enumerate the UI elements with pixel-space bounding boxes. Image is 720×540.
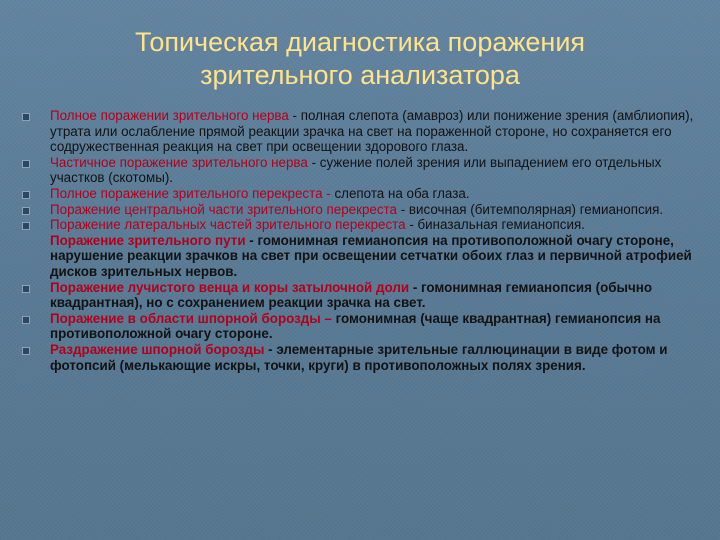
list-item bbox=[20, 342, 700, 373]
item-highlight: Частичное поражение зрительного нерва bbox=[50, 154, 308, 170]
item-highlight: Поражение лучистого венца и коры затылочной доли bbox=[50, 279, 410, 295]
square-bullet-icon bbox=[22, 160, 30, 168]
list-item bbox=[20, 280, 700, 311]
list-item bbox=[20, 186, 700, 202]
item-highlight: Полное поражении зрительного нерва bbox=[50, 108, 289, 123]
list-item bbox=[20, 233, 700, 280]
slide-title bbox=[60, 26, 660, 92]
item-text: - височная (битемполярная) гемианопсия. bbox=[397, 201, 664, 217]
title-line-2: зрительного анализатора bbox=[200, 60, 520, 90]
list-item bbox=[20, 217, 700, 233]
item-text: слепота на оба глаза. bbox=[330, 185, 470, 201]
bullet-list bbox=[20, 108, 700, 373]
item-text: - полная слепота (амавроз) или понижение зрения (амблиопия), утрата или ослабление прямой реакции зрачка на свет на пораженной стороне, но сохраняется его содружественная реакция на свет при освещении здорового глаза. bbox=[50, 108, 694, 155]
square-bullet-icon bbox=[22, 222, 30, 230]
item-text: - элементарные зрительные галлюцинации в виде фотом и фотопсий (мелькающие искры, точки, круги) в противоположных полях зрения. bbox=[50, 341, 668, 373]
list-item bbox=[20, 202, 700, 218]
item-highlight: Поражение в области шпорной борозды – bbox=[50, 310, 332, 326]
item-text: - биназальная гемианопсия. bbox=[405, 217, 585, 233]
square-bullet-icon bbox=[22, 191, 30, 199]
square-bullet-icon bbox=[22, 347, 30, 355]
item-highlight: Поражение центральной части зрительного перекреста bbox=[50, 201, 397, 217]
title-line-1: Топическая диагностика поражения bbox=[134, 27, 586, 57]
list-item bbox=[20, 155, 700, 186]
item-highlight: Поражение зрительного пути bbox=[50, 232, 246, 248]
item-highlight: Полное поражение зрительного перекреста - bbox=[50, 185, 331, 201]
square-bullet-icon bbox=[22, 316, 30, 324]
item-highlight: Раздражение шпорной борозды bbox=[50, 341, 265, 357]
item-text: гомонимная (чаще квадрантная) гемианопсия на противоположной очагу стороне. bbox=[50, 310, 661, 342]
list-item bbox=[20, 108, 700, 155]
list-item bbox=[20, 311, 700, 342]
item-text: - гомонимная гемианопсия на противоположной очагу стороне, нарушение реакции зрачков на свет при освещении сетчатки обоих глаз и первичной атрофией дисков зрительных нервов. bbox=[50, 232, 692, 279]
item-text: - гомонимная гемианопсия (обычно квадрантная), но с сохранением реакции зрачка на свет. bbox=[50, 279, 653, 311]
square-bullet-icon bbox=[22, 207, 30, 215]
item-highlight: Поражение латеральных частей зрительного перекреста bbox=[50, 217, 406, 233]
square-bullet-icon bbox=[22, 285, 30, 293]
item-text: - сужение полей зрения или выпадением его отдельных участков (скотомы). bbox=[50, 154, 662, 186]
square-bullet-icon bbox=[22, 113, 30, 121]
